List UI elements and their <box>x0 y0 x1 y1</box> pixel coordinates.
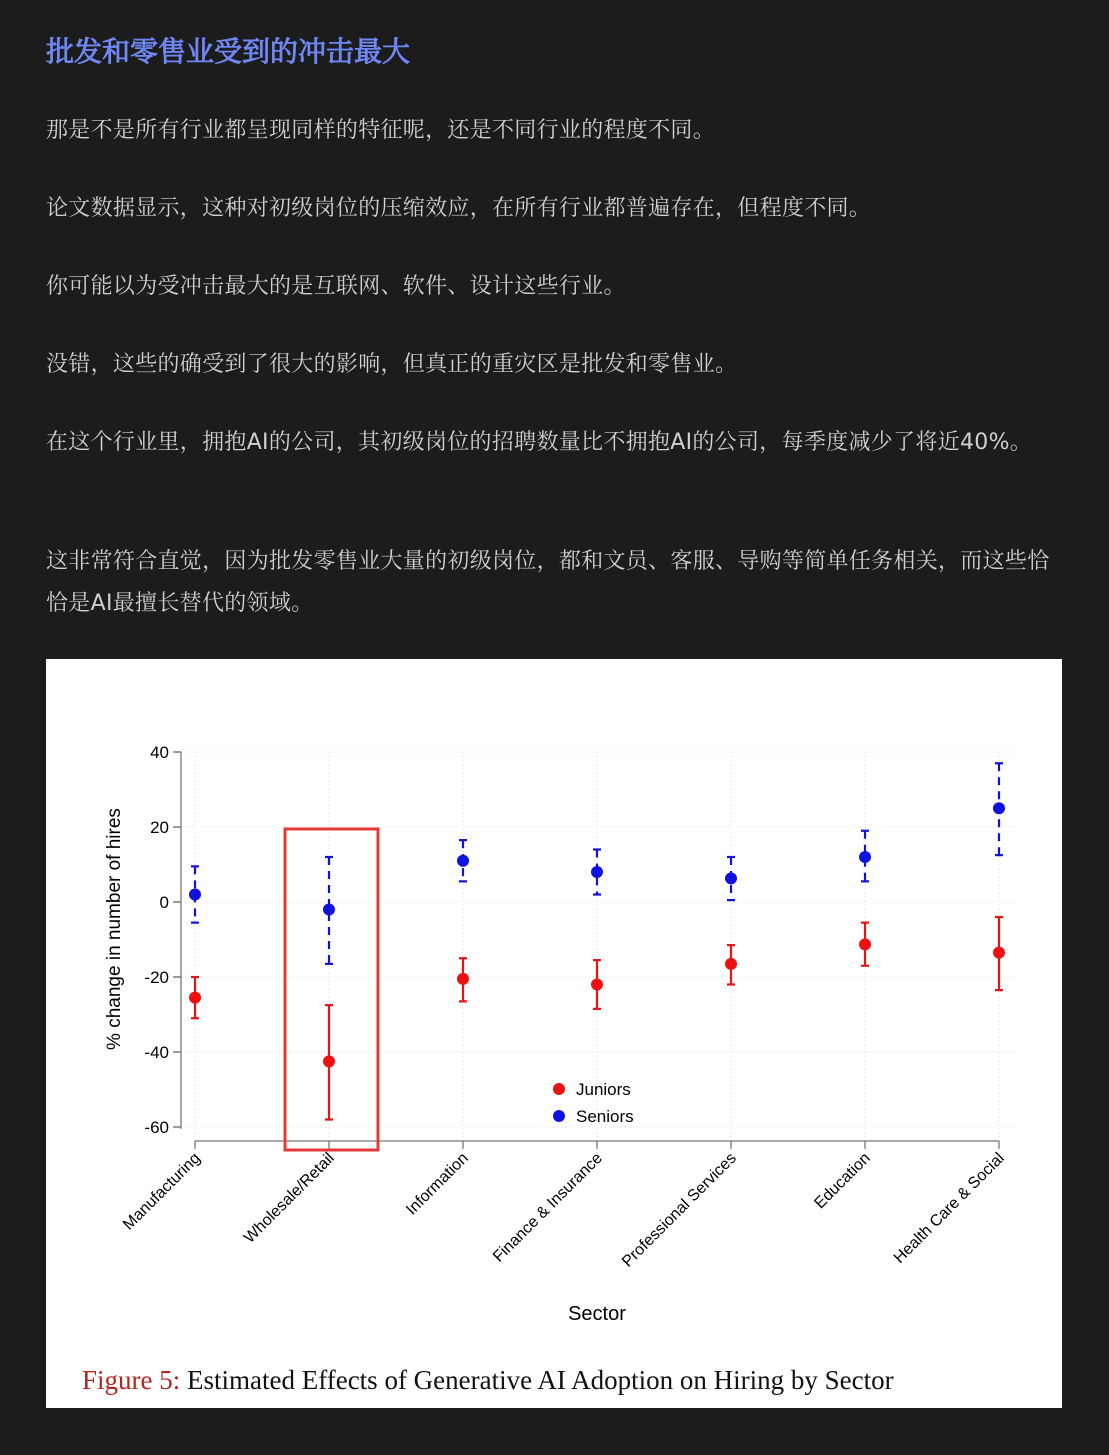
paragraph-1: 那是不是所有行业都呈现同样的特征呢，还是不同行业的程度不同。 <box>46 118 716 143</box>
seniors-point <box>993 802 1005 814</box>
legend-marker-juniors <box>553 1083 565 1095</box>
figure-caption-text: Estimated Effects of Generative AI Adoption on Hiring by Sector <box>180 1365 894 1395</box>
seniors-point <box>725 872 737 884</box>
legend-label-seniors: Seniors <box>576 1107 634 1126</box>
paragraph-2: 论文数据显示，这种对初级岗位的压缩效应，在所有行业都普遍存在，但程度不同。 <box>46 196 872 221</box>
paragraph-4: 没错，这些的确受到了很大的影响，但真正的重灾区是批发和零售业。 <box>46 352 738 377</box>
juniors-point <box>457 973 469 985</box>
paragraph-5: 在这个行业里，拥抱AI的公司，其初级岗位的招聘数量比不拥抱AI的公司，每季度减少了将近40%。 <box>46 430 1033 455</box>
x-tick-label: Wholesale/Retail <box>240 1149 338 1247</box>
y-tick-label: -20 <box>144 968 169 987</box>
x-tick-label: Finance & Insurance <box>490 1149 606 1266</box>
paragraph-3: 你可能以为受冲击最大的是互联网、软件、设计这些行业。 <box>46 274 626 299</box>
y-axis-label: % change in number of hires <box>104 808 125 1050</box>
legend-marker-seniors <box>553 1110 565 1122</box>
x-tick-label: Information <box>403 1149 472 1219</box>
wholesale-highlight-box <box>285 829 378 1150</box>
y-tick-label: 20 <box>150 818 169 837</box>
x-tick-label: Health Care & Social <box>890 1149 1008 1267</box>
juniors-point <box>859 938 871 950</box>
y-tick-label: -40 <box>144 1043 169 1062</box>
y-tick-label: -60 <box>144 1118 169 1137</box>
juniors-point <box>725 958 737 970</box>
section-heading: 批发和零售业受到的冲击最大 <box>46 35 411 68</box>
juniors-point <box>591 979 603 991</box>
chart-legend <box>553 1080 634 1126</box>
hiring-effects-chart <box>46 659 1062 1408</box>
x-tick-label: Manufacturing <box>120 1149 204 1234</box>
seniors-point <box>457 855 469 867</box>
seniors-point <box>591 866 603 878</box>
seniors-point <box>859 851 871 863</box>
juniors-point <box>993 947 1005 959</box>
legend-label-juniors: Juniors <box>576 1080 631 1099</box>
juniors-point <box>323 1055 335 1067</box>
x-tick-label: Education <box>811 1149 874 1213</box>
y-tick-label: 40 <box>150 743 169 762</box>
chart-axes <box>120 743 1008 1271</box>
x-tick-label: Professional Services <box>619 1149 740 1271</box>
paragraph-6: 这非常符合直觉，因为批发零售业大量的初级岗位，都和文员、客服、导购等简单任务相关，而这些恰恰是AI最擅长替代的领域。 <box>46 549 1050 616</box>
seniors-point <box>189 889 201 901</box>
figure-caption-label: Figure 5: <box>82 1365 181 1395</box>
figure-caption <box>82 1365 894 1395</box>
x-axis-label: Sector <box>568 1303 626 1325</box>
seniors-point <box>323 904 335 916</box>
figure-5 <box>46 659 1062 1408</box>
juniors-point <box>189 992 201 1004</box>
y-tick-label: 0 <box>159 893 169 912</box>
